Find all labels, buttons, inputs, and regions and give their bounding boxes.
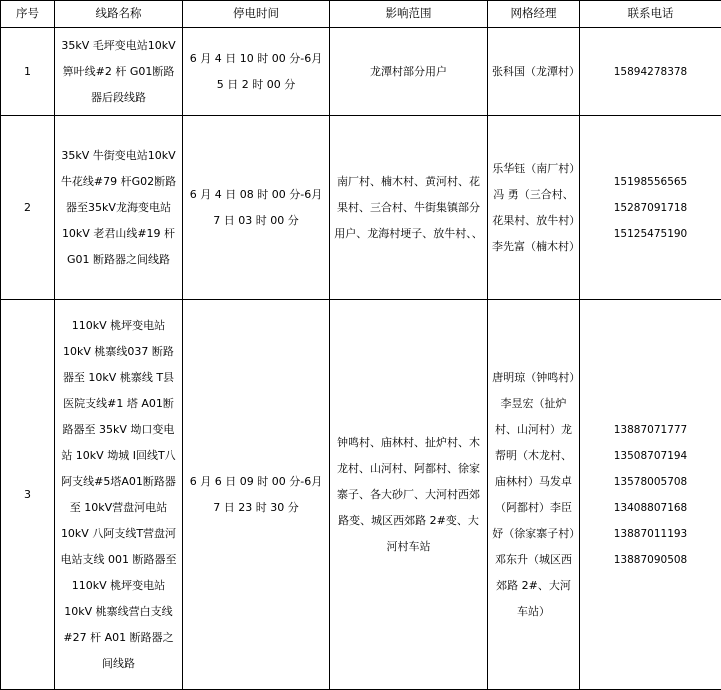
row-scope: 龙潭村部分用户: [330, 28, 488, 116]
table-row: [1, 300, 721, 690]
row-line-name: 35kV 毛坪变电站10kV 箅叶线#2 杆 G01断路器后段线路: [55, 28, 183, 116]
header-outage-time: 停电时间: [183, 1, 330, 28]
header-scope: 影响范围: [330, 1, 488, 28]
table-header-row: [1, 1, 721, 28]
phone-number: 15287091718: [584, 195, 717, 221]
row-manager: 唐明琼（钟鸣村）李昱宏（扯炉村、山河村）龙帮明（木龙村、庙林村）马发卓（阿都村）李臣妤（徐家寨子村）邓东升（城区西郊路 2#、大河车站）: [488, 300, 580, 690]
phone-number: 15894278378: [584, 59, 717, 85]
phone-number: 13508707194: [584, 443, 717, 469]
row-outage-time: 6 月 6 日 09 时 00 分-6月 7 日 23 时 30 分: [183, 300, 330, 690]
table-row: [1, 116, 721, 300]
row-manager: 张科国（龙潭村）: [488, 28, 580, 116]
row-manager: 乐华钰（南厂村）冯 勇（三合村、花果村、放牛村）李先富（楠木村）: [488, 116, 580, 300]
row-phones: [580, 300, 721, 690]
row-outage-time: 6 月 4 日 10 时 00 分-6月 5 日 2 时 00 分: [183, 28, 330, 116]
phone-number: 13887071777: [584, 417, 717, 443]
row-scope: 钟鸣村、庙林村、扯炉村、木龙村、山河村、阿都村、徐家寨子、各大砂厂、大河村西郊路变、城区西郊路 2#变、大河村车站: [330, 300, 488, 690]
row-seq: 2: [1, 116, 55, 300]
row-seq: 1: [1, 28, 55, 116]
phone-number: 13578005708: [584, 469, 717, 495]
phone-number: 13408807168: [584, 495, 717, 521]
phone-number: 15125475190: [584, 221, 717, 247]
header-line-name: 线路名称: [55, 1, 183, 28]
row-line-name: 35kV 牛街变电站10kV 牛花线#79 杆G02断路器至35kV龙海变电站 10kV 老君山线#19 杆 G01 断路器之间线路: [55, 116, 183, 300]
row-outage-time: 6 月 4 日 08 时 00 分-6月 7 日 03 时 00 分: [183, 116, 330, 300]
phone-number: 15198556565: [584, 169, 717, 195]
table-row: [1, 28, 721, 116]
header-seq: 序号: [1, 1, 55, 28]
row-phones: [580, 28, 721, 116]
row-seq: 3: [1, 300, 55, 690]
phone-number: 13887090508: [584, 547, 717, 573]
row-phones: [580, 116, 721, 300]
header-phone: 联系电话: [580, 1, 721, 28]
row-line-name: 110kV 桃坪变电站10kV 桃寨线037 断路器至 10kV 桃寨线 T县医院支线#1 塔 A01断路器至 35kV 坳口变电站 10kV 坳城 I回线T八阿支线#5塔A01断路器至 10kV营盘河电站 10kV 八阿支线T营盘河电站支线 001 断路器至110kV 桃坪变电站10kV 桃寨线营白支线#27 杆 A01 断路器之间线路: [55, 300, 183, 690]
header-manager: 网格经理: [488, 1, 580, 28]
row-scope: 南厂村、楠木村、黄河村、花果村、三合村、牛街集镇部分用户、龙海村埂子、放牛村、、: [330, 116, 488, 300]
phone-number: 13887011193: [584, 521, 717, 547]
